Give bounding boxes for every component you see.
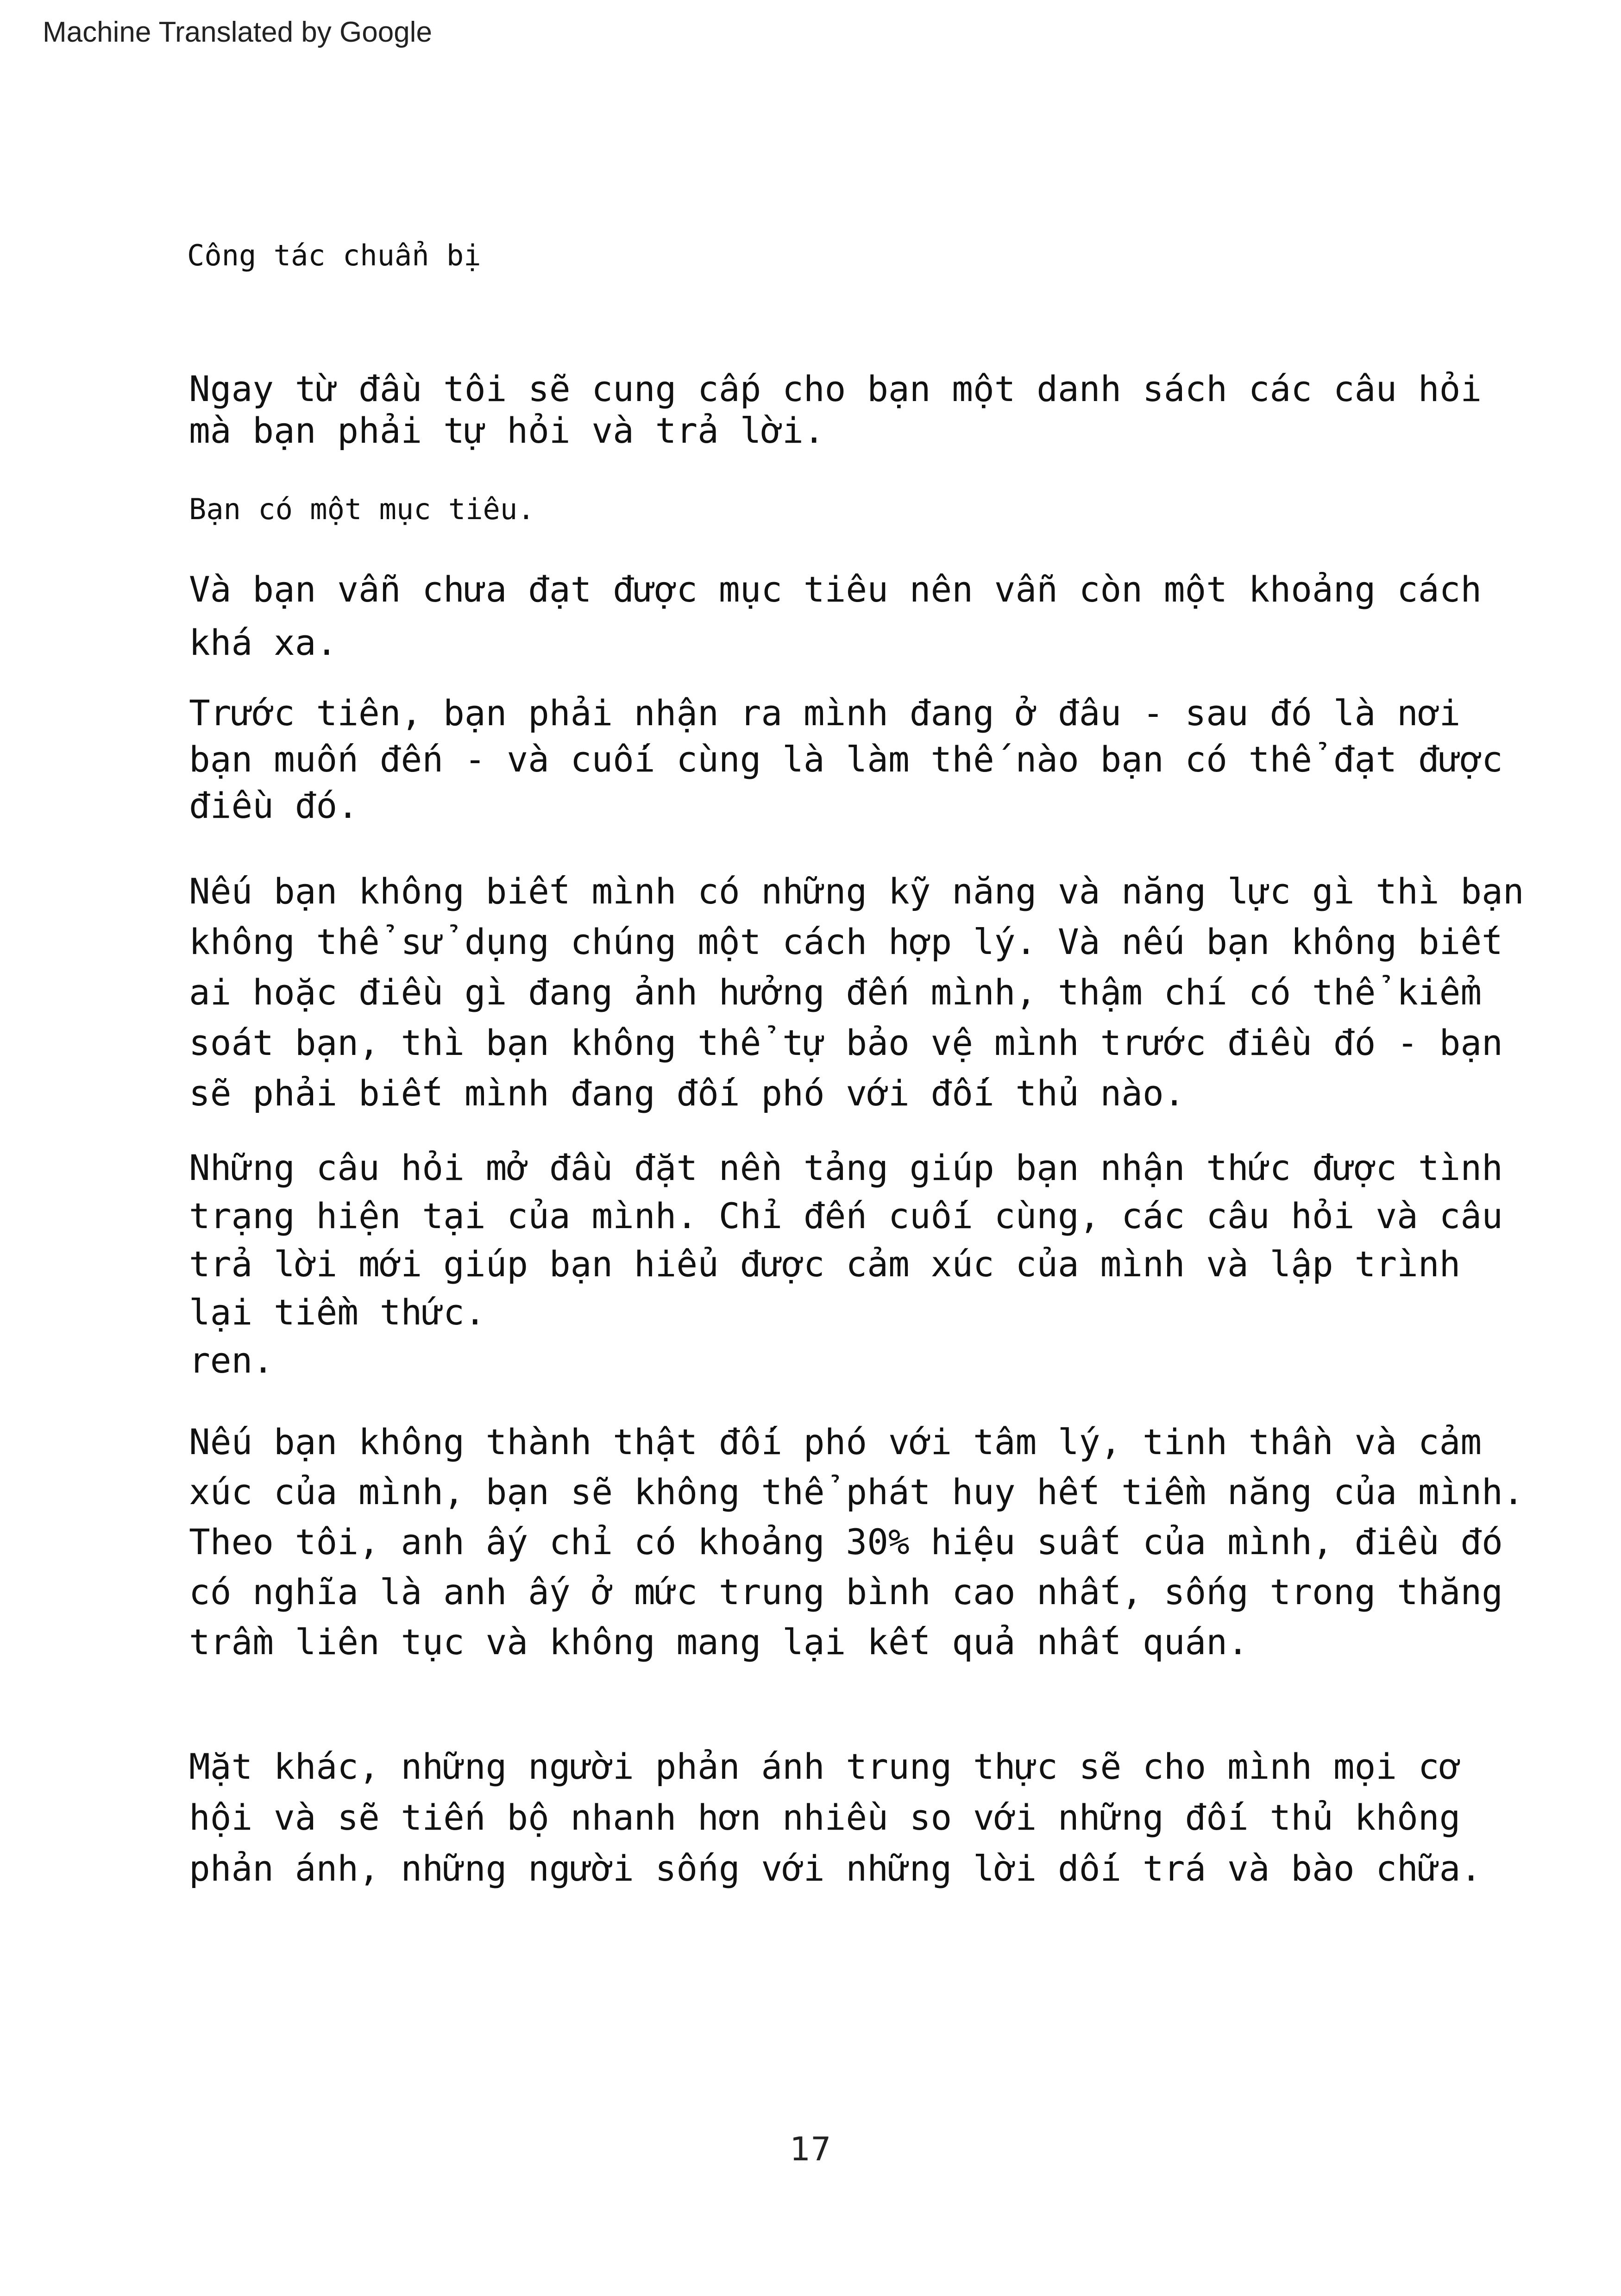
section-heading: Công tác chuẩn bị	[187, 238, 481, 272]
paragraph-reflection	[189, 1741, 1482, 1894]
text-line: Mặt khác, những người phản ánh trung thực sẽ cho mình mọi cơ	[189, 1746, 1461, 1787]
paragraph-goal	[189, 489, 535, 530]
text-line: không thể sử dụng chúng một cách hợp lý. Và nếu bạn không biết	[189, 921, 1503, 962]
text-line: có nghĩa là anh ấy ở mức trung bình cao nhất, sống trong thăng	[189, 1571, 1503, 1612]
text-line: ai hoặc điều gì đang ảnh hưởng đến mình, thậm chí có thể kiểm	[189, 972, 1482, 1013]
text-line: bạn muốn đến - và cuối cùng là làm thế nào bạn có thể đạt được	[189, 739, 1503, 780]
text-line: trầm liên tục và không mang lại kết quả nhất quán.	[189, 1621, 1249, 1662]
paragraph-intro	[189, 368, 1482, 452]
text-line: điều đó.	[189, 785, 359, 826]
text-line: Bạn có một mục tiêu.	[189, 492, 535, 526]
text-line: xúc của mình, bạn sẽ không thể phát huy hết tiềm năng của mình.	[189, 1471, 1524, 1512]
paragraph-honesty	[189, 1417, 1524, 1667]
paragraph-skills	[189, 866, 1524, 1118]
machine-translation-banner: Machine Translated by Google	[43, 16, 432, 48]
text-line: Nếu bạn không biết mình có những kỹ năng và năng lực gì thì bạn	[189, 871, 1524, 912]
text-line: Ngay từ đầu tôi sẽ cung cấp cho bạn một danh sách các câu hỏi	[189, 368, 1482, 409]
text-line: hội và sẽ tiến bộ nhanh hơn nhiều so với những đối thủ không	[189, 1797, 1461, 1838]
text-line: Theo tôi, anh ấy chỉ có khoảng 30% hiệu suất của mình, điều đó	[189, 1521, 1503, 1562]
text-line: Những câu hỏi mở đầu đặt nền tảng giúp bạn nhận thức được tình	[189, 1147, 1503, 1188]
page-number: 17	[790, 2130, 831, 2168]
text-line: soát bạn, thì bạn không thể tự bảo vệ mình trước điều đó - bạn	[189, 1022, 1503, 1063]
text-line: sẽ phải biết mình đang đối phó với đối thủ nào.	[189, 1073, 1185, 1114]
paragraph-questions	[189, 1144, 1503, 1385]
paragraph-distance	[189, 563, 1482, 669]
paragraph-where	[189, 690, 1503, 829]
text-line: trả lời mới giúp bạn hiểu được cảm xúc của mình và lập trình	[189, 1243, 1461, 1285]
text-line: phản ánh, những người sống với những lời dối trá và bào chữa.	[189, 1848, 1482, 1889]
text-line: mà bạn phải tự hỏi và trả lời.	[189, 410, 825, 451]
text-line: Nếu bạn không thành thật đối phó với tâm lý, tinh thần và cảm	[189, 1421, 1482, 1462]
text-line: ren.	[189, 1340, 274, 1381]
text-line: Và bạn vẫn chưa đạt được mục tiêu nên vẫn còn một khoảng cách	[189, 569, 1482, 610]
text-line: khá xa.	[189, 622, 338, 663]
text-line: lại tiềm thức.	[189, 1292, 486, 1333]
text-line: Trước tiên, bạn phải nhận ra mình đang ở đâu - sau đó là nơi	[189, 692, 1461, 734]
text-line: trạng hiện tại của mình. Chỉ đến cuối cùng, các câu hỏi và câu	[189, 1195, 1503, 1236]
